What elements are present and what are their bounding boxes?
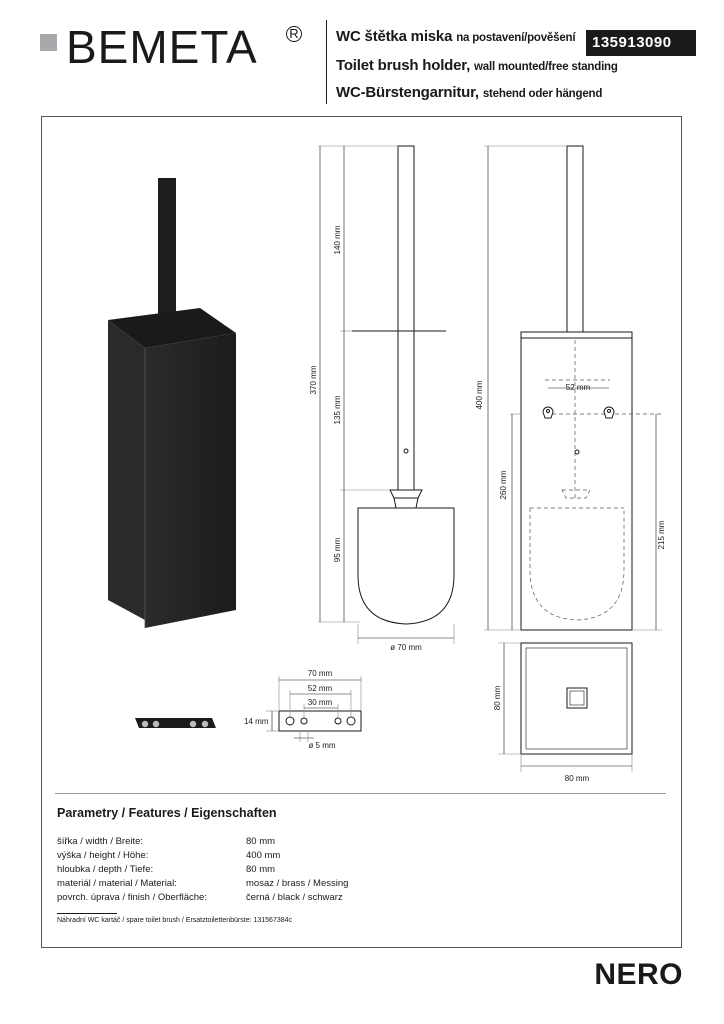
wall-bracket-photo: [135, 718, 216, 728]
product-photo: [108, 178, 236, 628]
param-value-depth: 80 mm: [246, 864, 276, 875]
param-label-depth: hloubka / depth / Tiefe:: [57, 864, 154, 875]
dim-side-140: 140 mm: [333, 225, 342, 255]
side-view: [318, 146, 454, 644]
param-value-width: 80 mm: [246, 836, 276, 847]
param-label-width: šířka / width / Breite:: [57, 836, 144, 847]
param-value-material: mosaz / brass / Messing: [246, 878, 349, 889]
dim-front-260: 260 mm: [499, 470, 508, 500]
footnote-divider: [57, 913, 117, 914]
dim-side-135: 135 mm: [333, 395, 342, 425]
dim-front-215: 215 mm: [657, 520, 666, 550]
param-label-height: výška / height / Höhe:: [57, 850, 149, 861]
title-en-sub: wall mounted/free standing: [474, 61, 618, 73]
dim-top-80-h: 80 mm: [493, 685, 502, 711]
param-label-material: materiál / material / Material:: [57, 878, 177, 889]
dim-top-80-w: 80 mm: [564, 774, 590, 783]
param-value-height: 400 mm: [246, 850, 281, 861]
dim-front-400: 400 mm: [475, 380, 484, 410]
dim-side-370: 370 mm: [309, 365, 318, 395]
registered-mark: R: [286, 26, 302, 42]
holder-left-face: [108, 320, 145, 620]
dim-bracket-70: 70 mm: [307, 669, 333, 678]
title-de-main: WC-Bürstengarnitur,: [336, 84, 479, 101]
spare-part-footnote: Náhradní WC kartáč / spare toilet brush / Ersatztoilettenbürste: 131567384c: [57, 917, 293, 924]
dim-front-52: 52 mm: [565, 383, 591, 392]
product-code-badge: 135913090: [586, 30, 696, 56]
dim-bracket-30: 30 mm: [307, 698, 333, 707]
dim-bracket-14: 14 mm: [244, 717, 269, 726]
param-value-finish: černá / black / schwarz: [246, 892, 343, 903]
brand-logo: BEMETA: [66, 21, 258, 73]
params-title: Parametry / Features / Eigenschaften: [57, 806, 277, 820]
dim-side-dia70: ø 70 mm: [390, 643, 422, 652]
dim-bracket-dia5: ø 5 mm: [308, 741, 336, 750]
product-line-name: NERO: [594, 958, 683, 991]
dim-side-95: 95 mm: [333, 537, 342, 563]
param-label-finish: povrch. úprava / finish / Oberfläche:: [57, 892, 207, 903]
title-cz-sub: na postavení/pověšení: [456, 32, 576, 44]
holder-front-face: [145, 333, 236, 628]
title-cz-main: WC štětka miska: [336, 28, 453, 45]
title-en-main: Toilet brush holder,: [336, 57, 471, 74]
top-view: [498, 643, 632, 772]
params-divider: [55, 793, 666, 794]
title-de-sub: stehend oder hängend: [482, 88, 603, 100]
dim-bracket-52: 52 mm: [307, 684, 333, 693]
